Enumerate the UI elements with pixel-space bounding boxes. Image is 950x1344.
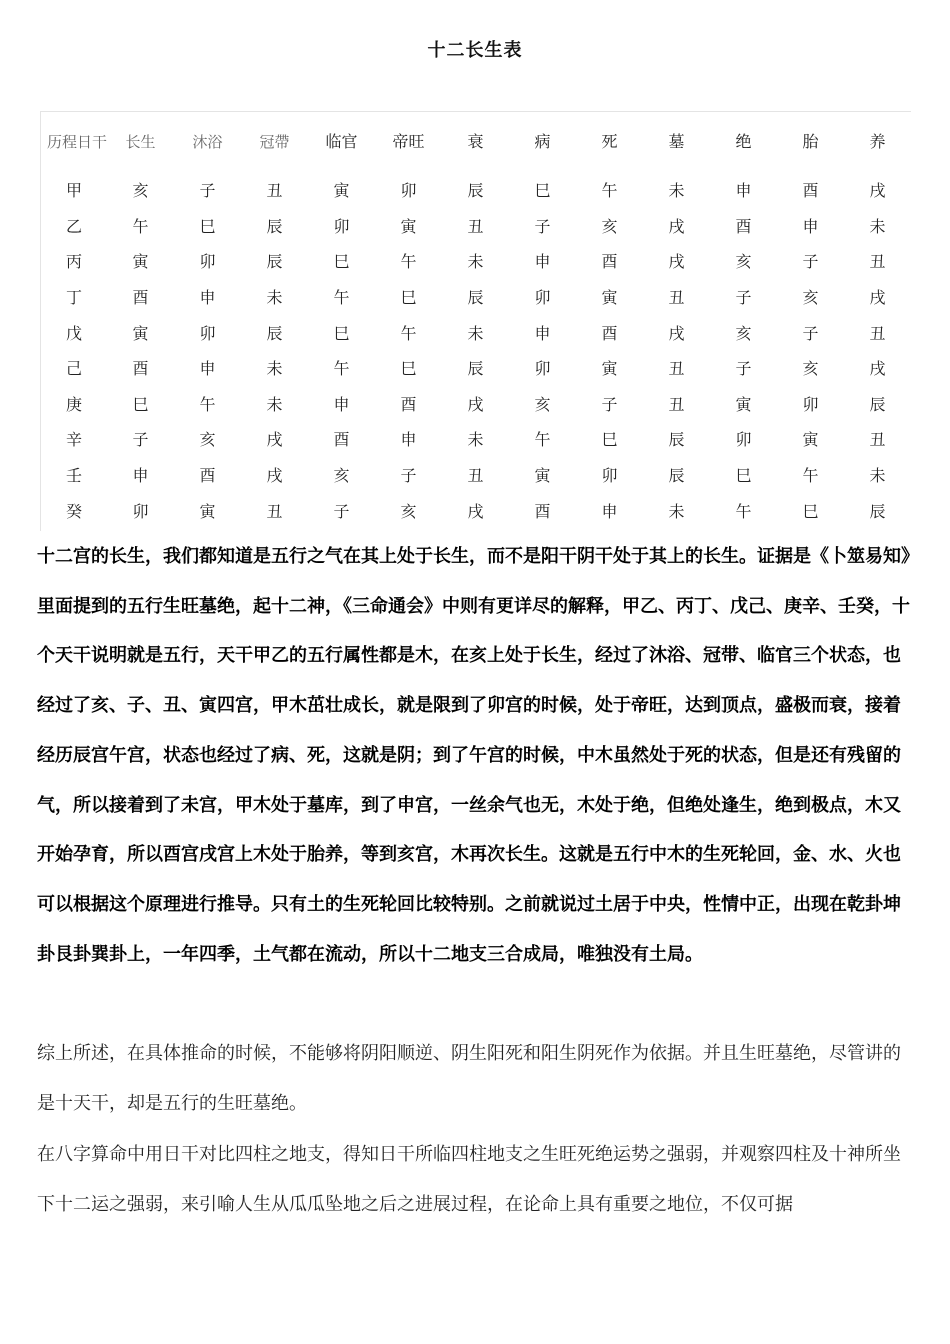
table-cell: 午 <box>333 359 350 379</box>
table-cell: 午 <box>534 430 551 450</box>
header-cell: 绝 <box>735 132 752 151</box>
table-cell: 子 <box>735 288 752 308</box>
table-cell: 辰 <box>467 181 484 201</box>
header-cell: 临官 <box>325 132 358 151</box>
table-cell: 午 <box>735 501 752 521</box>
table-cell: 亥 <box>735 323 752 343</box>
table-cell: 戌 <box>266 466 283 486</box>
table-cell: 卯 <box>199 323 216 343</box>
row-stem-cell: 辛 <box>65 430 82 450</box>
table-cell: 酉 <box>132 288 149 308</box>
row-stem-cell: 乙 <box>65 216 82 236</box>
bazi-paragraph-text: 在八字算命中用日干对比四柱之地支，得知日干所临四柱地支之生旺死绝运势之强弱，并观察四柱及十神所坐下十二运之强弱，来引喻人生从瓜瓜坠地之后之进展过程，在论命上具有重要之地位，不仅可据 <box>37 1144 901 1215</box>
table-row <box>41 457 911 493</box>
table-cell: 丑 <box>668 394 685 414</box>
table-cell: 亥 <box>132 181 149 201</box>
table-cell: 申 <box>802 216 819 236</box>
table-cell: 卯 <box>802 394 819 414</box>
table-cell: 卯 <box>333 216 350 236</box>
table-cell: 酉 <box>534 501 551 521</box>
table-cell: 巳 <box>333 252 350 272</box>
table-cell: 戌 <box>668 252 685 272</box>
table-cell: 午 <box>400 323 417 343</box>
table-cell: 申 <box>199 288 216 308</box>
header-cell: 死 <box>601 132 618 151</box>
table-cell: 未 <box>869 466 886 486</box>
table-cell: 戌 <box>869 288 886 308</box>
table-cell: 未 <box>467 252 484 272</box>
table-cell: 寅 <box>132 252 149 272</box>
table-cell: 亥 <box>802 288 819 308</box>
table-cell: 丑 <box>668 359 685 379</box>
table-cell: 申 <box>199 359 216 379</box>
table-cell: 午 <box>601 181 618 201</box>
table-cell: 申 <box>601 501 618 521</box>
table-cell: 戌 <box>668 323 685 343</box>
header-cell: 冠帶 <box>259 133 290 151</box>
table-cell: 卯 <box>735 430 752 450</box>
table-cell: 酉 <box>735 216 752 236</box>
table-cell: 丑 <box>869 430 886 450</box>
table-cell: 卯 <box>534 359 551 379</box>
header-cell: 养 <box>869 132 886 151</box>
header-cell: 沐浴 <box>192 133 223 151</box>
summary-paragraph <box>37 1029 913 1128</box>
table-cell: 酉 <box>601 323 618 343</box>
table-cell: 丑 <box>467 466 484 486</box>
table-cell: 巳 <box>199 216 216 236</box>
table-cell: 午 <box>400 252 417 272</box>
table-cell: 未 <box>668 501 685 521</box>
table-cell: 未 <box>266 288 283 308</box>
table-cell: 亥 <box>534 394 551 414</box>
header-cell: 衰 <box>467 132 484 151</box>
table-cell: 申 <box>534 323 551 343</box>
bold-paragraph-text: 十二宫的长生，我们都知道是五行之气在其上处于长生，而不是阳干阴干处于其上的长生。证据是《卜筮易知》里面提到的五行生旺墓绝，起十二神，《三命通会》中则有更详尽的解释，甲乙、丙丁、戊己、庚辛、壬癸，十个天干说明就是五行，天干甲乙的五行属性都是木，在亥上处于长生，经过了沐浴、冠带、临官三个状态，也经过了亥、子、丑、寅四宫，甲木茁壮成长，就是限到了卯宫的时候，处于帝旺，达到顶点，盛极而衰，接着经历辰宫午宫，状态也经过了病、死，这就是阴；到了午宫的时候，中木虽然处于死的状态，但是还有残留的气，所以接着到了未宫，甲木处于墓库，到了申宫，一丝余气也无，木处于绝，但绝处逢生，绝到极点，木又开始孕育，所以酉宫戌宫上木处于胎养，等到亥宫，木再次长生。这就是五行中木的生死轮回，金、水、火也可以根据这个原理进行推导。只有土的生死轮回比较特别。之前就说过土居于中央，性情中正，出现在乾卦坤卦艮卦巽卦上，一年四季，土气都在流动，所以十二地支三合成局，唯独没有土局。 <box>37 546 910 965</box>
header-cell: 墓 <box>668 132 685 151</box>
table-row <box>41 208 911 244</box>
table-row <box>41 386 911 422</box>
table-row <box>41 314 911 350</box>
table-cell: 申 <box>534 252 551 272</box>
table-cell: 戌 <box>869 359 886 379</box>
table-cell: 酉 <box>132 359 149 379</box>
table-cell: 未 <box>467 323 484 343</box>
table-cell: 申 <box>400 430 417 450</box>
table-cell: 丑 <box>266 181 283 201</box>
explanation-bold-paragraph <box>37 532 913 979</box>
table-cell: 子 <box>199 181 216 201</box>
table-cell: 卯 <box>199 252 216 272</box>
table-cell: 寅 <box>601 359 618 379</box>
table-cell: 未 <box>467 430 484 450</box>
header-cell: 病 <box>534 132 551 151</box>
table-cell: 戌 <box>467 501 484 521</box>
table-cell: 午 <box>333 288 350 308</box>
table-cell: 寅 <box>400 216 417 236</box>
table-cell: 亥 <box>802 359 819 379</box>
table-cell: 亥 <box>400 501 417 521</box>
table-cell: 寅 <box>534 466 551 486</box>
table-cell: 辰 <box>467 359 484 379</box>
table-cell: 申 <box>735 181 752 201</box>
table-cell: 午 <box>132 216 149 236</box>
table-cell: 巳 <box>802 501 819 521</box>
row-stem-cell: 甲 <box>65 181 82 201</box>
row-stem-cell: 戊 <box>65 323 82 343</box>
table-cell: 巳 <box>601 430 618 450</box>
table-cell: 戌 <box>869 181 886 201</box>
table-cell: 亥 <box>735 252 752 272</box>
table-cell: 寅 <box>735 394 752 414</box>
table-cell: 辰 <box>869 394 886 414</box>
table-cell: 辰 <box>668 466 685 486</box>
table-cell: 子 <box>333 501 350 521</box>
table-cell: 酉 <box>333 430 350 450</box>
table-header-row <box>41 112 911 172</box>
table-cell: 亥 <box>601 216 618 236</box>
stages-table-grid <box>41 112 911 528</box>
table-cell: 巳 <box>400 288 417 308</box>
table-cell: 戌 <box>266 430 283 450</box>
table-cell: 卯 <box>534 288 551 308</box>
summary-paragraph-text: 综上所述，在具体推命的时候，不能够将阴阳顺逆、阴生阳死和阳生阴死作为依据。并且生旺墓绝，尽管讲的是十天干，却是五行的生旺墓绝。 <box>37 1043 901 1114</box>
table-cell: 午 <box>802 466 819 486</box>
table-cell: 戌 <box>467 394 484 414</box>
table-cell: 未 <box>668 181 685 201</box>
table-cell: 巳 <box>132 394 149 414</box>
table-row <box>41 243 911 279</box>
table-cell: 卯 <box>400 181 417 201</box>
table-cell: 酉 <box>400 394 417 414</box>
twelve-stages-table <box>40 111 911 531</box>
table-cell: 辰 <box>266 323 283 343</box>
table-cell: 辰 <box>668 430 685 450</box>
table-cell: 巳 <box>534 181 551 201</box>
table-cell: 子 <box>735 359 752 379</box>
table-cell: 亥 <box>199 430 216 450</box>
row-stem-cell: 己 <box>65 359 82 379</box>
table-cell: 卯 <box>132 501 149 521</box>
table-cell: 丑 <box>467 216 484 236</box>
table-row <box>41 172 911 208</box>
row-stem-cell: 丁 <box>65 288 82 308</box>
table-cell: 戌 <box>668 216 685 236</box>
table-cell: 子 <box>802 323 819 343</box>
header-cell: 胎 <box>802 132 819 151</box>
table-row <box>41 350 911 386</box>
table-cell: 丑 <box>869 252 886 272</box>
table-cell: 丑 <box>668 288 685 308</box>
table-cell: 辰 <box>467 288 484 308</box>
table-cell: 寅 <box>802 430 819 450</box>
table-cell: 亥 <box>333 466 350 486</box>
table-cell: 丑 <box>266 501 283 521</box>
row-stem-cell: 庚 <box>65 394 82 414</box>
header-day-stem: 历程日干 <box>47 133 108 151</box>
table-cell: 巳 <box>400 359 417 379</box>
table-cell: 子 <box>534 216 551 236</box>
table-cell: 子 <box>132 430 149 450</box>
table-cell: 寅 <box>333 181 350 201</box>
table-cell: 未 <box>266 394 283 414</box>
table-cell: 辰 <box>266 252 283 272</box>
table-cell: 酉 <box>601 252 618 272</box>
page-title: 十二长生表 <box>427 40 523 61</box>
row-stem-cell: 丙 <box>65 252 82 272</box>
table-cell: 卯 <box>601 466 618 486</box>
bazi-paragraph <box>37 1130 913 1229</box>
row-stem-cell: 癸 <box>65 501 82 521</box>
table-cell: 巳 <box>735 466 752 486</box>
row-stem-cell: 壬 <box>65 466 82 486</box>
table-cell: 申 <box>132 466 149 486</box>
header-cell: 帝旺 <box>392 132 425 151</box>
table-cell: 丑 <box>869 323 886 343</box>
table-cell: 巳 <box>333 323 350 343</box>
table-cell: 酉 <box>199 466 216 486</box>
table-cell: 未 <box>266 359 283 379</box>
table-cell: 寅 <box>601 288 618 308</box>
table-cell: 子 <box>400 466 417 486</box>
table-cell: 子 <box>601 394 618 414</box>
table-cell: 午 <box>199 394 216 414</box>
table-cell: 寅 <box>132 323 149 343</box>
table-row <box>41 421 911 457</box>
table-body <box>41 172 911 528</box>
table-cell: 辰 <box>266 216 283 236</box>
table-cell: 辰 <box>869 501 886 521</box>
table-cell: 寅 <box>199 501 216 521</box>
table-cell: 子 <box>802 252 819 272</box>
table-cell: 申 <box>333 394 350 414</box>
table-cell: 酉 <box>802 181 819 201</box>
table-row <box>41 279 911 315</box>
table-row <box>41 492 911 528</box>
header-cell: 长生 <box>125 133 156 151</box>
table-cell: 未 <box>869 216 886 236</box>
